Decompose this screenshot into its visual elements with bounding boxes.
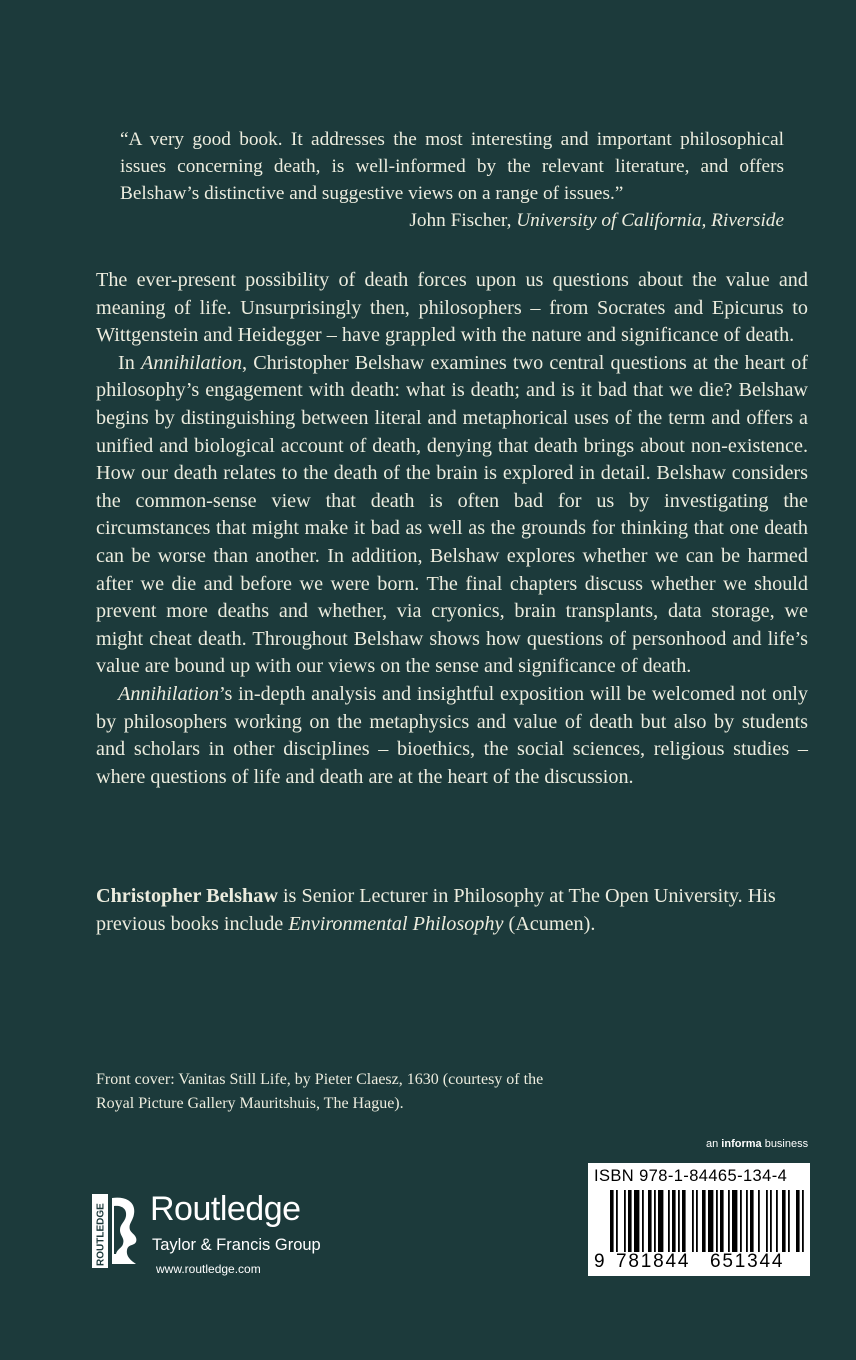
barcode-bar: [668, 1190, 670, 1252]
bio-text-2: (Acumen).: [503, 912, 596, 935]
barcode-bar: [740, 1190, 742, 1252]
barcode-bar: [610, 1190, 614, 1252]
publisher-name: Routledge: [150, 1190, 301, 1228]
description-paragraph-3: [96, 681, 808, 791]
barcode-bar: [728, 1190, 730, 1252]
publisher-logo: [92, 1192, 352, 1282]
barcode-bar: [634, 1190, 639, 1252]
ean-left-group: 781844: [616, 1251, 691, 1272]
ean-first-digit: 9: [594, 1251, 605, 1272]
cover-credit: Front cover: Vanitas Still Life, by Pieter Claesz, 1630 (courtesy of the Royal Picture Gallery Mauritshuis, The Hague).: [96, 1071, 544, 1112]
quote-text: “A very good book. It addresses the most interesting and important philosophical issues concerning death, is well-informed by the relevant literature, and offers Belshaw’s distinctive and suggestive views on a range of issues.”: [120, 129, 784, 204]
previous-book-title: Environmental Philosophy: [288, 912, 504, 935]
review-quote: [120, 126, 784, 234]
p2-lead: In: [118, 351, 142, 374]
informa-tagline: [706, 1138, 808, 1150]
barcode-bar: [624, 1190, 626, 1252]
informa-prefix: an: [706, 1138, 722, 1150]
barcode-bar: [746, 1190, 748, 1252]
quote-affiliation: University of California, Riverside: [516, 210, 784, 231]
description-paragraph-2: [96, 350, 808, 681]
isbn-label: ISBN 978-1-84465-134-4: [594, 1167, 788, 1185]
barcode-bar: [782, 1190, 786, 1252]
book-description: [96, 267, 808, 791]
informa-brand: informa: [721, 1138, 762, 1150]
barcode-bar: [796, 1190, 800, 1252]
informa-suffix: business: [761, 1138, 809, 1150]
author-bio: [96, 883, 808, 938]
barcode-bar: [648, 1190, 652, 1252]
routledge-logo-icon: [92, 1194, 142, 1268]
barcode-bar: [628, 1190, 632, 1252]
author-name: Christopher Belshaw: [96, 885, 278, 907]
quote-attribution: [120, 207, 784, 234]
barcode-bar: [766, 1190, 768, 1252]
barcode-bar: [716, 1190, 718, 1252]
barcode-bar: [758, 1190, 760, 1252]
book-title-2: Annihilation: [118, 682, 219, 705]
barcode-bar: [658, 1190, 663, 1252]
barcode-bar: [692, 1190, 694, 1252]
barcode-bar: [732, 1190, 737, 1252]
quote-author: John Fischer,: [409, 210, 517, 231]
barcode-bar: [678, 1190, 680, 1252]
logo-vertical-text: ROUTLEDGE: [95, 1203, 107, 1266]
barcode-bar: [776, 1190, 778, 1252]
barcode-bar: [642, 1190, 644, 1252]
publisher-url: www.routledge.com: [156, 1262, 261, 1276]
barcode-bar: [672, 1190, 676, 1252]
barcode-bar: [750, 1190, 754, 1252]
isbn-barcode-box: [588, 1163, 810, 1276]
barcode-bar: [720, 1190, 724, 1252]
p3-body: ’s in-depth analysis and insightful exposition will be welcomed not only by philosophers working on the metaphysics and value of death but also by students and scholars in other disciplines – bioethics, the social sciences, religious studies – where questions of life and death are at the heart of the discussion.: [96, 682, 808, 788]
barcode-bar: [696, 1190, 698, 1252]
barcode-bar: [770, 1190, 772, 1252]
barcode-bar: [654, 1190, 656, 1252]
barcode-bar: [616, 1190, 618, 1252]
p2-body: , Christopher Belshaw examines two central questions at the heart of philosophy’s engagement with death: what is death; and is it bad that we die? Belshaw begins by distinguishing between literal and metaphorical uses of the term and offers a unified and biological account of death, denying that death brings about non-existence. How our death relates to the death of the brain is explored in detail. Belshaw considers the common-sense view that death is often bad for us by investigating the circumstances that might make it bad as well as the grounds for thinking that one death can be worse than another. In addition, Belshaw explores whether we can be harmed after we die and before we were born. The final chapters discuss whether we should prevent more deaths and whether, via cryonics, brain transplants, data storage, we might cheat death. Throughout Belshaw shows how questions of personhood and life’s value are bound up with our views on the sense and significance of death.: [96, 351, 808, 678]
ean-right-group: 651344: [710, 1251, 785, 1272]
publisher-group: Taylor & Francis Group: [152, 1236, 321, 1254]
barcode: [610, 1190, 804, 1252]
book-title: Annihilation: [141, 351, 242, 374]
description-paragraph-1: The ever-present possibility of death forces upon us questions about the value and meaning of life. Unsurprisingly then, philosophers – from Socrates and Epicurus to Wittgenstein and Heidegger – have grappled with the nature and significance of death.: [96, 269, 808, 347]
barcode-bar: [682, 1190, 686, 1252]
barcode-bar: [788, 1190, 790, 1252]
barcode-bar: [708, 1190, 713, 1252]
barcode-bar: [702, 1190, 706, 1252]
bio-text-1: is Senior Lecturer in Philosophy at The Open University. His previous books include: [96, 885, 776, 935]
barcode-bar: [802, 1190, 804, 1252]
